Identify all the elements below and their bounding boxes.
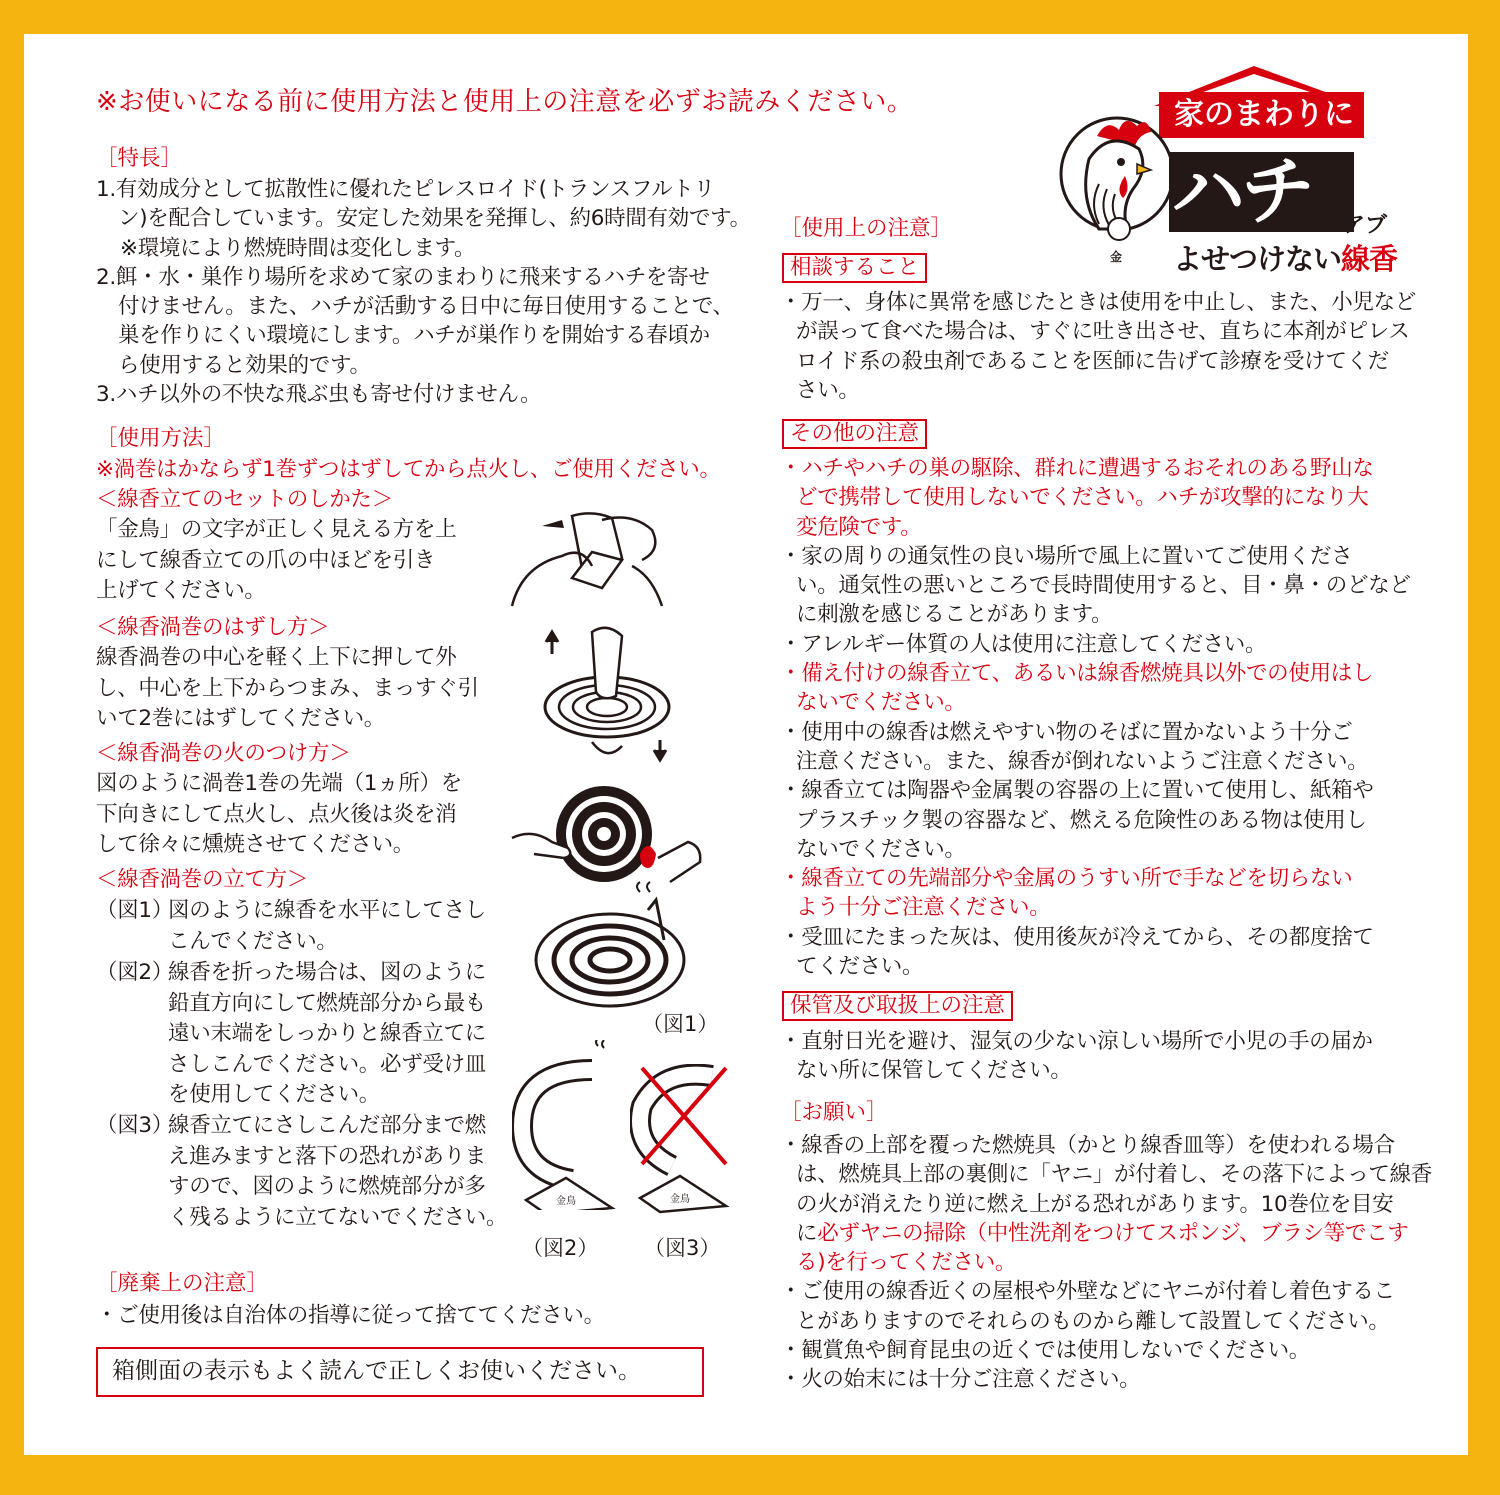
consult-heading: 相談すること xyxy=(782,253,927,283)
bottom-notice-text: 箱側面の表示もよく読んで正しくお使いください。 xyxy=(112,1358,641,1384)
set-line: 「金鳥」の文字が正しく見える方を上 xyxy=(96,517,457,542)
fig2-line: 鉛直方向にして燃焼部分から最も xyxy=(168,990,487,1016)
request-line: ・ご使用の線香近くの屋根や外壁などにヤニが付着し着色するこ xyxy=(780,1279,1395,1305)
light-line: 下向きにして点火し、点火後は炎を消 xyxy=(96,801,457,827)
other-heading: その他の注意 xyxy=(782,419,927,449)
request-line: の火が消えたり逆に燃え上がる恐れがあります。10巻位を目安 xyxy=(796,1191,1394,1217)
remove-text xyxy=(96,643,479,735)
other-line: ・ハチやハチの巣の駆除、群れに遭遇するおそれのある野山な xyxy=(780,456,1374,481)
request-line: は、燃焼具上部の裏側に「ヤニ」が付着し、その落下によって線香 xyxy=(796,1162,1433,1188)
storage-text xyxy=(780,1027,1373,1086)
request-line: ・観賞魚や飼育昆虫の近くでは使用しないでください。 xyxy=(780,1338,1311,1364)
set-text xyxy=(96,515,456,607)
other-line: ・使用中の線香は燃えやすい物のそばに置かないよう十分ご xyxy=(780,719,1353,745)
illustration-fig3 xyxy=(630,1064,740,1214)
request-line-part-red: 必ずヤニの掃除（中性洗剤をつけてスポンジ、ブラシ等でこす xyxy=(817,1220,1409,1246)
light-line: して徐々に燻焼させてください。 xyxy=(96,832,415,857)
illustration-fig1 xyxy=(530,880,700,1010)
request-line-part: に xyxy=(796,1220,818,1246)
features-text xyxy=(96,175,751,409)
logo-main-text: ハチ xyxy=(1171,149,1311,235)
caution-heading: ［使用上の注意］ xyxy=(780,216,953,241)
fig1-tag: （図1） xyxy=(96,898,173,923)
other-line: ・家の周りの通気性の良い場所で風上に置いてご使用くださ xyxy=(780,543,1353,569)
consult-line: ・万一、身体に異常を感じたときは使用を中止し、また、小児など xyxy=(780,290,1417,315)
illustration-set-stand xyxy=(502,496,682,616)
request-line: ・線香の上部を覆った燃焼具（かとり線香皿等）を使われる場合 xyxy=(780,1133,1395,1158)
fig2-line: を使用してください。 xyxy=(168,1082,381,1107)
fig3-line: え進みますと落下の恐れがありま xyxy=(168,1143,487,1169)
consult-line: が誤って食べた場合は、すぐに吐き出させ、直ちに本剤がピレス xyxy=(796,319,1410,345)
storage-line: ・直射日光を避け、湿気の少ない涼しい場所で小児の手の届か xyxy=(780,1029,1373,1054)
light-text xyxy=(96,769,462,861)
request-text xyxy=(780,1131,1432,1395)
features-heading: ［特長］ xyxy=(96,146,183,171)
light-line: 図のように渦巻1巻の先端（1ヵ所）を xyxy=(96,771,462,796)
light-heading: ＜線香渦巻の火のつけ方＞ xyxy=(96,741,351,766)
fig3-tag: （図3） xyxy=(96,1113,173,1138)
request-line: とがありますのでそれらのものから離して設置してください。 xyxy=(796,1308,1390,1334)
consult-line: ロイド系の殺虫剤であることを医師に告げて診療を受けてくだ xyxy=(796,348,1389,374)
set-heading: ＜線香立てのセットのしかた＞ xyxy=(96,487,393,512)
bottom-notice-box xyxy=(96,1347,704,1397)
illustration-remove-coil xyxy=(532,622,682,772)
other-line: ないでください。 xyxy=(796,836,966,862)
logo-roof-text: 家のまわりに xyxy=(1174,97,1354,132)
remove-line: し、中心を上下からつまみ、まっすぐ引 xyxy=(96,675,479,701)
features-line: 巣を作りにくい環境にします。ハチが巣作りを開始する春頃か xyxy=(118,323,710,349)
other-line: プラスチック製の容器など、燃える危険性のある物は使用し xyxy=(796,807,1367,833)
remove-heading: ＜線香渦巻のはずし方＞ xyxy=(96,615,330,640)
features-line: 1.有効成分として拡散性に優れたピレスロイド(トランスフルトリ xyxy=(96,177,715,202)
instruction-sheet xyxy=(24,34,1468,1455)
fig2-text xyxy=(168,958,486,1111)
fig2-tag: （図2） xyxy=(96,960,173,985)
request-line: ・火の始末には十分ご注意ください。 xyxy=(780,1367,1141,1393)
other-line: ・線香立ての先端部分や金属のうすい所で手などを切らない xyxy=(780,866,1353,892)
remove-line: 線香渦巻の中心を軽く上下に押して外 xyxy=(96,645,457,670)
fig2-line: 遠い末端をしっかりと線香立てに xyxy=(168,1021,487,1046)
brand-logo xyxy=(1059,64,1399,279)
other-line: ・線香立ては陶器や金属製の容器の上に置いて使用し、紙箱や xyxy=(780,778,1374,804)
other-line: 変危険です。 xyxy=(796,514,922,540)
remove-line: いて2巻にはずしてください。 xyxy=(96,706,385,731)
other-line: ・受皿にたまった灰は、使用後灰が冷えてから、その都度捨て xyxy=(780,924,1374,950)
fig1-line: 図のように線香を水平にしてさし xyxy=(168,898,487,923)
logo-sub-text: ・アブ xyxy=(1321,213,1388,238)
fig1-line: こんでください。 xyxy=(168,928,338,954)
usage-note: ※渦巻はかならず1巻ずつはずしてから点火し、ご使用ください。 xyxy=(96,457,721,482)
other-line: に刺激を感じることがあります。 xyxy=(796,602,1113,628)
fig3-label: （図3） xyxy=(644,1236,721,1260)
stand-stamp: 金鳥 xyxy=(556,1196,576,1207)
fig1-text xyxy=(168,896,486,957)
other-line: ・備え付けの線香立て、あるいは線香燃焼具以外での使用はし xyxy=(780,661,1374,687)
features-line: 3.ハチ以外の不快な飛ぶ虫も寄せ付けません。 xyxy=(96,382,542,408)
consult-line: さい。 xyxy=(796,377,860,403)
storage-line: ない所に保管してください。 xyxy=(796,1058,1072,1084)
fig2-line: 線香を折った場合は、図のように xyxy=(168,960,487,985)
stand-stamp: 金鳥 xyxy=(670,1194,690,1205)
fig3-line: すので、図のように燃焼部分が多 xyxy=(168,1174,486,1199)
stand-heading: ＜線香渦巻の立て方＞ xyxy=(96,867,309,892)
features-line: 2.餌・水・巣作り場所を求めて家のまわりに飛来するハチを寄せ xyxy=(96,264,710,290)
fig3-text xyxy=(168,1111,507,1233)
fig3-line: く残るように立てないでください。 xyxy=(168,1204,508,1230)
disposal-text: ・ご使用後は自治体の指導に従って捨ててください。 xyxy=(96,1303,605,1328)
fig2-line: さしこんでください。必ず受け皿 xyxy=(168,1051,487,1077)
other-line: い。通気性の悪いところで長時間使用すると、目・鼻・のどなど xyxy=(796,573,1411,599)
other-line: どで携帯して使用しないでください。ハチが攻撃的になり大 xyxy=(796,485,1369,511)
logo-emblem-text: 金 xyxy=(1110,250,1123,264)
storage-heading: 保管及び取扱上の注意 xyxy=(782,991,1013,1021)
illustration-fig2 xyxy=(512,1040,622,1210)
logo-tagline xyxy=(1173,242,1397,276)
set-line: 上げてください。 xyxy=(96,578,266,603)
usage-heading: ［使用方法］ xyxy=(96,426,226,451)
request-heading: ［お願い］ xyxy=(780,1100,888,1125)
fig2-label: （図2） xyxy=(522,1236,599,1260)
other-line: よう十分ご注意ください。 xyxy=(796,895,1051,921)
fig3-line: 線香立てにさしこんだ部分まで燃 xyxy=(168,1113,487,1138)
disposal-heading: ［廃棄上の注意］ xyxy=(96,1271,269,1296)
request-line: る)を行ってください。 xyxy=(796,1250,1017,1276)
features-line: ン)を配合しています。安定した効果を発揮し、約6時間有効です。 xyxy=(118,206,751,232)
other-line: 注意ください。また、線香が倒れないようご注意ください。 xyxy=(796,748,1369,774)
fig1-label: （図1） xyxy=(642,1012,719,1036)
other-line: ・アレルギー体質の人は使用に注意してください。 xyxy=(780,631,1267,657)
features-line: ら使用すると効果的です。 xyxy=(118,352,371,378)
logo-tagline-red: 線香 xyxy=(1341,242,1398,276)
top-notice: ※お使いになる前に使用方法と使用上の注意を必ずお読みください。 xyxy=(96,87,914,117)
features-line: 付けません。また、ハチが活動する日中に毎日使用することで、 xyxy=(118,294,734,320)
other-text xyxy=(780,454,1411,981)
other-line: てください。 xyxy=(796,954,924,980)
logo-tagline-black: よせつけない xyxy=(1173,242,1342,276)
consult-text xyxy=(780,288,1416,405)
features-line: ※環境により燃焼時間は変化します。 xyxy=(120,235,476,261)
other-line: ないでください。 xyxy=(796,690,966,716)
request-line xyxy=(780,1219,1432,1248)
set-line: にして線香立ての爪の中ほどを引き xyxy=(96,547,436,573)
